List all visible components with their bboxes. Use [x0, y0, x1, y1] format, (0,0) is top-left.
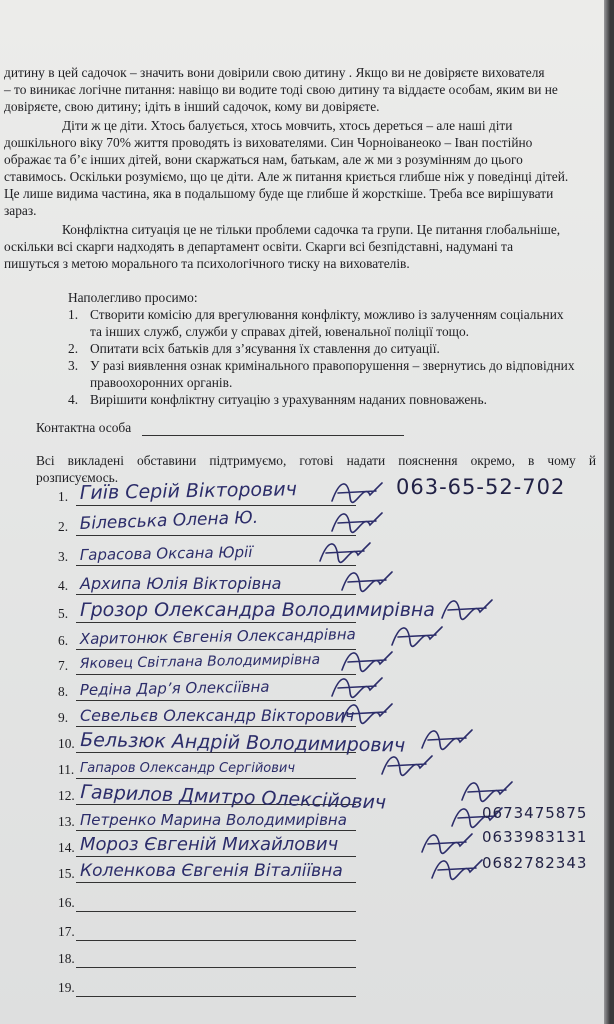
handwritten-name: Гиїв Серій Вікторович	[79, 478, 298, 504]
handwritten-name: Харитонюк Євгенія Олександрівна	[79, 625, 356, 648]
request-text: Опитати всіх батьків для з’ясування їх ставлення до ситуації.	[90, 341, 440, 356]
signature-scribble	[440, 594, 500, 624]
signature-number: 14.	[58, 840, 75, 855]
signature-number: 10.	[58, 736, 75, 751]
handwritten-name: Коленкова Євгенія Віталіївна	[80, 861, 343, 881]
signature-number: 11.	[58, 762, 75, 777]
handwritten-name: Гапаров Олександр Сергійович	[80, 761, 296, 776]
contact-person-label: Контактна особа	[36, 420, 132, 435]
signature-scribble	[340, 698, 400, 728]
handwritten-name: Редіна Дар’я Олексіївна	[79, 677, 270, 699]
text-line: дитину в цей садочок – значить вони довірили свою дитину . Якщо ви не довіряєте вихователя	[4, 65, 545, 80]
signature-number: 4.	[58, 578, 69, 593]
signature-number: 1.	[58, 489, 69, 504]
signature-number: 12.	[58, 788, 75, 803]
handwritten-phone: 063-65-52-702	[396, 475, 566, 499]
signature-line	[76, 649, 356, 650]
handwritten-name: Бельзюк Андрій Володимирович	[80, 729, 406, 757]
signature-number: 19.	[58, 980, 75, 995]
signature-number: 16.	[58, 895, 75, 910]
request-item	[68, 357, 575, 391]
signature-line	[76, 996, 356, 997]
signature-number: 2.	[58, 519, 69, 534]
request-text: та інших служб, служби у справах дітей, ювенальної поліції тощо.	[90, 324, 470, 339]
text-line: зараз.	[4, 203, 37, 218]
signature-number: 17.	[58, 924, 75, 939]
request-number: 1.	[68, 307, 79, 322]
signature-line	[76, 911, 356, 912]
request-item	[68, 340, 575, 357]
request-text: Створити комісію для врегулювання конфлікту, можливо із залученням соціальних	[90, 307, 564, 322]
text-line: ставимось. Оскільки розуміємо, що це діти. Але ж питання криється глибше ніж у поведінці дітей.	[4, 169, 569, 184]
requests-list	[68, 306, 575, 408]
handwritten-name: Севельєв Олександр Вікторович	[80, 706, 355, 725]
contact-person-blank-line	[142, 435, 404, 436]
handwritten-name: Архипа Юлія Вікторівна	[80, 574, 282, 593]
handwritten-name: Петренко Марина Володимирівна	[80, 811, 347, 829]
signature-line	[76, 778, 356, 779]
text-line: довіряєте, свою дитину; ідіть в інший садочок, кому ви довіряєте.	[4, 99, 380, 114]
signature-line	[76, 535, 356, 536]
handwritten-name: Білевська Олена Ю.	[79, 507, 259, 534]
request-number: 3.	[68, 358, 79, 373]
signature-number: 6.	[58, 633, 69, 648]
signature-line	[76, 594, 356, 595]
text-line: розписуємось.	[36, 470, 119, 485]
signature-scribble	[330, 477, 390, 507]
signature-line	[76, 940, 356, 941]
signature-line	[76, 505, 356, 506]
text-line: Конфліктна ситуація це не тільки проблеми садочка та групи. Це питання глобальніше,	[62, 222, 561, 237]
signature-line	[76, 674, 356, 675]
signature-line	[76, 967, 356, 968]
signature-line	[76, 622, 356, 623]
handwritten-phone: 0682782343	[482, 854, 588, 872]
request-number: 2.	[68, 341, 79, 356]
signature-line	[76, 565, 356, 566]
signature-scribble	[330, 507, 390, 537]
handwritten-phone: 0633983131	[482, 828, 588, 846]
text-line: Це лише видима частина, яка в подальшому буде ще глибше й жорсткіше. Треба все вирішувати	[4, 186, 554, 201]
signature-number: 3.	[58, 549, 69, 564]
handwritten-phone: 0673475875	[482, 804, 588, 822]
paragraph-trust	[4, 64, 610, 115]
text-line: оскільки всі скарги надходять в департамент освіти. Скарги всі безпідставні, надумані та	[4, 239, 514, 254]
signature-line	[76, 882, 356, 883]
page-edge-shadow	[604, 0, 610, 1024]
signature-number: 9.	[58, 710, 69, 725]
text-line: Діти ж це діти. Хтось балується, хтось мовчить, хтось дереться – але наші діти	[62, 118, 513, 133]
paragraph-conflict	[4, 221, 610, 272]
signature-line	[76, 856, 356, 857]
signature-number: 18.	[58, 951, 75, 966]
signature-number: 13.	[58, 814, 75, 829]
signature-number: 8.	[58, 684, 69, 699]
request-item	[68, 391, 575, 408]
request-item	[68, 306, 575, 340]
text-line: пишуться з метою морального та психологічного тиску на вихователів.	[4, 256, 410, 271]
handwritten-name: Гарасова Оксана Юрії	[79, 542, 253, 564]
text-line: Всі викладені обставини підтримуємо, готові надати пояснення окремо, в чому й	[36, 453, 596, 468]
handwritten-name: Мороз Євгеній Михайлович	[80, 834, 339, 855]
signature-number: 15.	[58, 866, 75, 881]
request-text: У разі виявлення ознак кримінального правопорушення – звернутись до відповідних	[90, 358, 575, 373]
request-text: Вирішити конфліктну ситуацію з урахуванням наданих повноважень.	[90, 392, 487, 407]
signature-number: 7.	[58, 658, 69, 673]
signature-line	[76, 700, 356, 701]
request-number: 4.	[68, 392, 79, 407]
signature-line	[76, 830, 356, 831]
text-line: дошкільного віку 70% життя проводять із вихователями. Син Чорноіванеоко – Іван постійно	[4, 135, 533, 150]
text-line: – то виникає логічне питання: навіщо ви водите тоді свою дитину та віддаєте особам, яким ви не	[4, 82, 558, 97]
signature-scribble	[380, 750, 440, 780]
handwritten-name: Яковец Світлана Володимирівна	[79, 651, 321, 672]
signature-scribble	[318, 537, 378, 567]
requests-heading: Наполегливо просимо:	[68, 290, 198, 305]
signature-scribble	[340, 566, 400, 596]
signature-scribble	[430, 854, 490, 884]
handwritten-name: Грозор Олександра Володимирівна	[80, 599, 435, 621]
signature-number: 5.	[58, 606, 69, 621]
text-line: ображає та б’є інших дітей, вони скаржаться нам, батькам, але ж ми з розумінням до цього	[4, 152, 523, 167]
paragraph-children	[4, 117, 610, 219]
request-text: правоохоронних органів.	[90, 375, 233, 390]
handwritten-name: Гаврилов Дмитро Олексійович	[80, 781, 387, 814]
signature-line	[76, 726, 356, 727]
